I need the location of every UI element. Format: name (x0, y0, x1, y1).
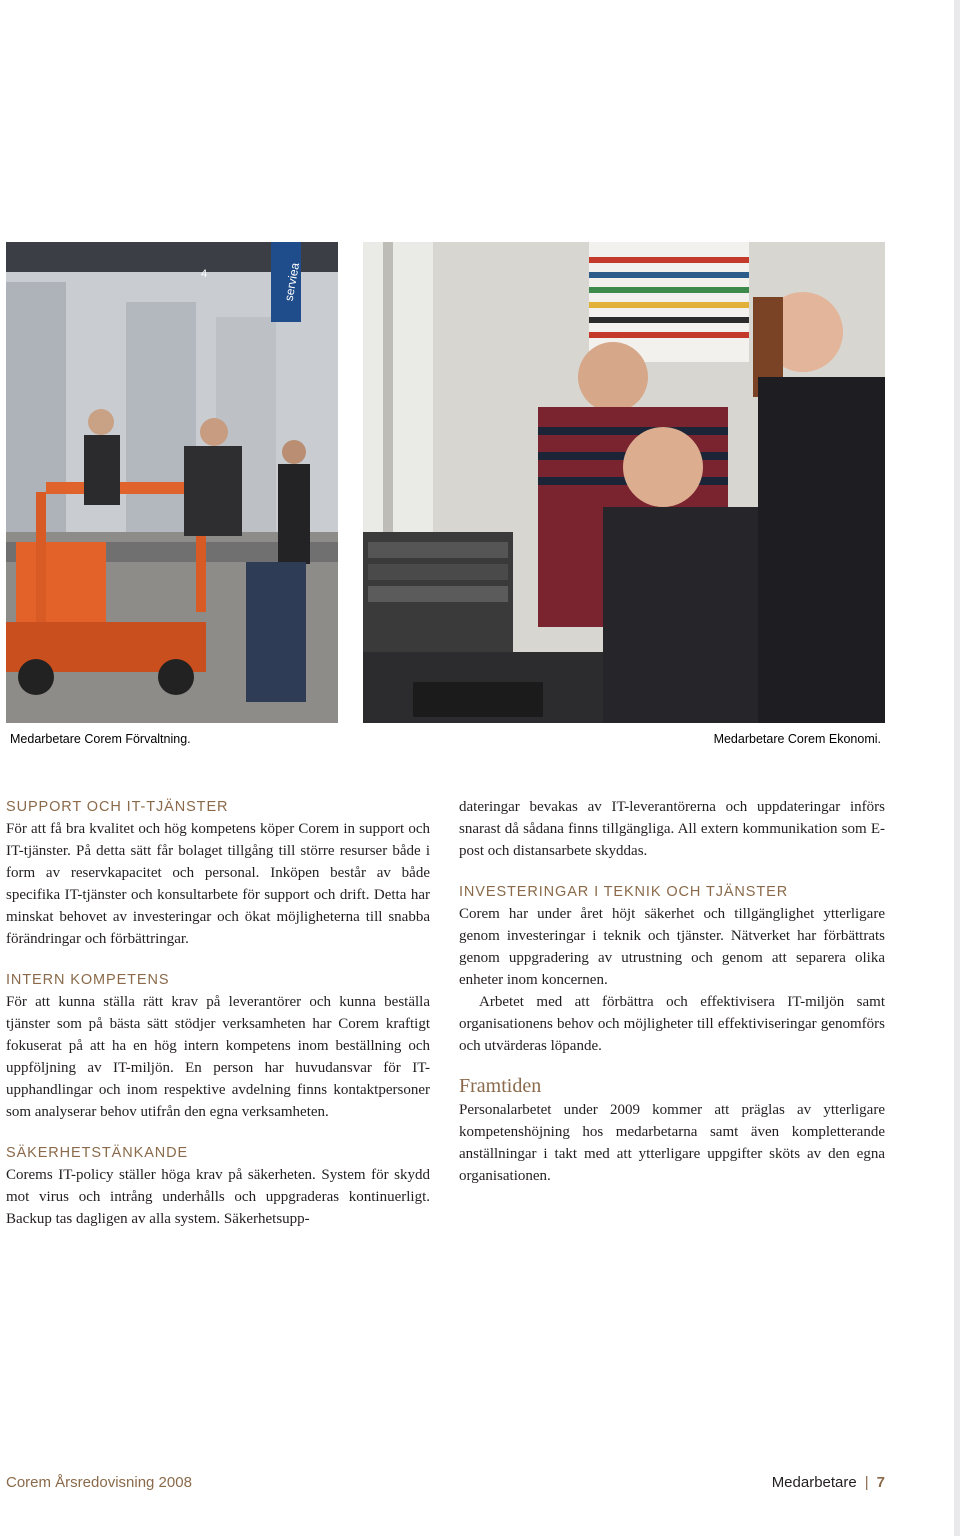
paragraph-framtiden: Personalarbetet under 2009 kommer att präglas av ytterligare kompetenshöjning hos medarbetarna samt även kompletterande anställningar i takt med att ytterligare uppgifter sköts av den egna organisationen. (459, 1102, 885, 1184)
footer-section-name: Medarbetare (771, 1474, 857, 1491)
heading-framtiden: Framtiden (459, 1075, 542, 1097)
paragraph-intern-kompetens: För att kunna ställa rätt krav på leverantörer och kunna beställa tjänster som på bästa sätt stödjer verksamheten har Corem kraftigt fokuserat på att ha en hög intern kompetens inom beställning och uppföljning av IT-miljön. En person har huvudansvar för IT-upphandlingar och inom respektive avdelning finns kontaktpersoner som analyserar behov utifrån den egna verksamheten. (6, 994, 430, 1120)
page-number: 7 (876, 1474, 885, 1491)
paragraph-sakerhet: Corems IT-policy ställer höga krav på säkerheten. System för skydd mot virus och intrång underhålls och uppgraderas kontinuerligt. Backup tas dagligen av alla system. Säkerhetsupp- (6, 1167, 430, 1227)
footer-separator: | (864, 1474, 869, 1491)
paragraph-investeringar-1: Corem har under året höjt säkerhet och tillgänglighet ytterligare genom investeringar i teknik och tjänster. Nätverket har förbättrats genom uppgradering av utrustning och genom att separera olika enheter inom koncernen. (459, 906, 885, 988)
heading-intern-kompetens: INTERN KOMPETENS (6, 972, 170, 988)
text-column-left (6, 796, 430, 1230)
text-column-right (459, 796, 885, 1187)
photo-caption-right: Medarbetare Corem Ekonomi. (713, 732, 881, 746)
paragraph-investeringar-2: Arbetet med att förbättra och effektivisera IT-miljön samt organisationens behov och möjligheter till effektiviseringar genomförs och utvärderas löpande. (459, 994, 885, 1054)
page-edge (954, 0, 960, 1536)
paragraph-sakerhet-continued: dateringar bevakas av IT-leverantörerna och uppdateringar införs snarast då sådana finns tillgängliga. All extern kommunikation som E-post och distansarbete skyddas. (459, 799, 885, 859)
footer-report-title: Corem Årsredovisning 2008 (6, 1474, 192, 1491)
photo-team-ekonomi (363, 242, 885, 723)
heading-support: SUPPORT OCH IT-TJÄNSTER (6, 799, 229, 815)
heading-investeringar: INVESTERINGAR I TEKNIK OCH TJÄNSTER (459, 884, 789, 900)
photo-caption-left: Medarbetare Corem Förvaltning. (10, 732, 191, 746)
photo-workers-forvaltning (6, 242, 338, 723)
footer-page-info (772, 1474, 885, 1491)
building-sign-text: serviea (281, 261, 303, 303)
heading-sakerhet: SÄKERHETSTÄNKANDE (6, 1145, 189, 1161)
paragraph-support: För att få bra kvalitet och hög kompetens köper Corem in support och IT-tjänster. På detta sätt får bolaget tillgång till större resurser både i form av reservkapacitet och personal. Inköpen består av både specifika IT-tjänster och konsultarbete för support och drift. Detta har minskat behovet av investeringar och ökat möjligheterna till snabba förändringar och förbättringar. (6, 821, 430, 947)
building-sign-number: 4 (201, 268, 208, 280)
